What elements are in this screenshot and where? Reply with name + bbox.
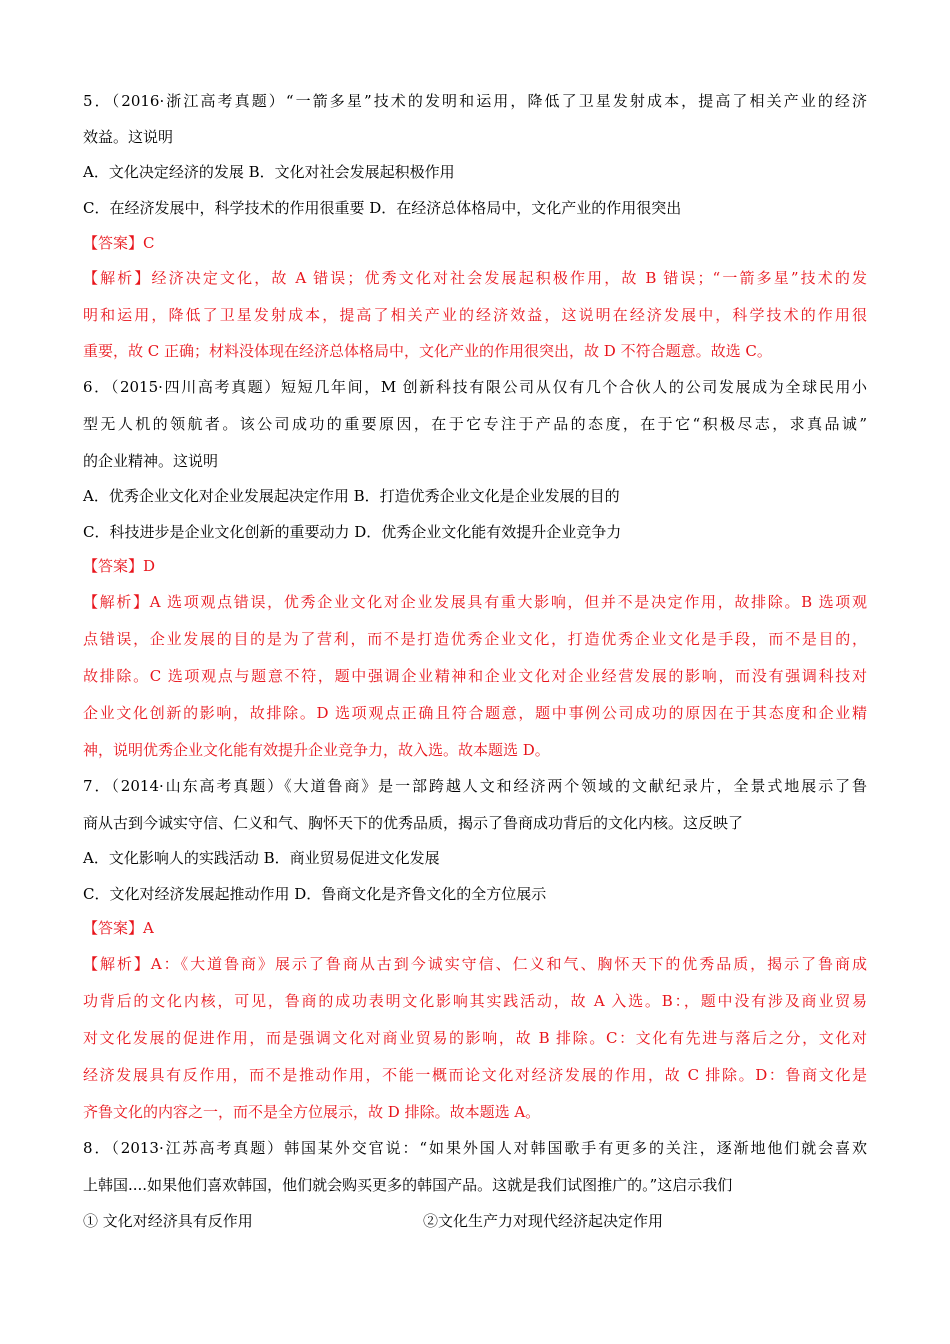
question-5-answer: 【答案】C — [83, 234, 155, 252]
question-5-analysis-line-3: 重要，故 C 正确；材料没体现在经济总体格局中，文化产业的作用很突出，故 D 不符合题意。故选 C。 — [83, 342, 772, 360]
question-6-option-cd: C．科技进步是企业文化创新的重要动力 D．优秀企业文化能有效提升企业竞争力 — [83, 523, 622, 541]
question-8-stem-line-1: 8．（2013·江苏高考真题）韩国某外交官说：“如果外国人对韩国歌手有更多的关注，逐渐地他们就会喜欢 — [83, 1139, 867, 1157]
question-6-analysis-line-5: 神，说明优秀企业文化能有效提升企业竞争力，故入选。故本题选 D。 — [83, 741, 550, 759]
question-5-analysis-line-2: 明和运用，降低了卫星发射成本，提高了相关产业的经济效益，这说明在经济发展中，科学技术的作用很 — [83, 306, 867, 324]
question-7-stem-line-1: 7．（2014·山东高考真题）《大道鲁商》是一部跨越人文和经济两个领域的文献纪录片，全景式地展示了鲁 — [83, 777, 867, 795]
question-5-option-cd: C．在经济发展中，科学技术的作用很重要 D．在经济总体格局中，文化产业的作用很突出 — [83, 199, 682, 217]
question-6-stem-line-1: 6．（2015·四川高考真题）短短几年间，M 创新科技有限公司从仅有几个合伙人的公司发展成为全球民用小 — [83, 378, 867, 396]
question-5-stem-line-2: 效益。这说明 — [83, 128, 174, 146]
question-6-answer: 【答案】D — [83, 557, 156, 575]
question-6-stem-line-3: 的企业精神。这说明 — [83, 452, 219, 470]
question-6-analysis-line-1: 【解析】A 选项观点错误，优秀企业文化对企业发展具有重大影响，但并不是决定作用，故排除。B 选项观 — [83, 593, 867, 611]
question-6-analysis-line-4: 企业文化创新的影响，故排除。D 选项观点正确且符合题意，题中事例公司成功的原因在于其态度和企业精 — [83, 704, 867, 722]
question-8-stem-line-2: 上韩国....如果他们喜欢韩国，他们就会购买更多的韩国产品。这就是我们试图推广的。”这启示我们 — [83, 1176, 733, 1194]
question-7-analysis-line-4: 经济发展具有反作用，而不是推动作用，不能一概而论文化对经济发展的作用，故 C 排除。D：鲁商文化是 — [83, 1066, 867, 1084]
question-6-option-ab: A．优秀企业文化对企业发展起决定作用 B．打造优秀企业文化是企业发展的目的 — [83, 487, 620, 505]
question-8-option-1: ① 文化对经济具有反作用 — [83, 1212, 253, 1230]
question-7-option-cd: C．文化对经济发展起推动作用 D．鲁商文化是齐鲁文化的全方位展示 — [83, 885, 547, 903]
question-6-analysis-line-2: 点错误，企业发展的目的是为了营利，而不是打造优秀企业文化，打造优秀企业文化是手段，而不是目的， — [83, 630, 867, 648]
question-7-answer: 【答案】A — [83, 919, 154, 937]
question-8-options-row — [83, 1211, 867, 1231]
question-5-stem-line-1: 5．（2016·浙江高考真题）“一箭多星”技术的发明和运用，降低了卫星发射成本，提高了相关产业的经济 — [83, 92, 867, 110]
question-8-option-2: ②文化生产力对现代经济起决定作用 — [423, 1212, 664, 1230]
question-7-analysis-line-1: 【解析】A：《大道鲁商》展示了鲁商从古到今诚实守信、仁义和气、胸怀天下的优秀品质，揭示了鲁商成 — [83, 955, 867, 973]
question-7-option-ab: A．文化影响人的实践活动 B．商业贸易促进文化发展 — [83, 849, 440, 867]
question-6-analysis-line-3: 故排除。C 选项观点与题意不符，题中强调企业精神和企业文化对企业经营发展的影响，而没有强调科技对 — [83, 667, 867, 685]
question-5-option-ab: A．文化决定经济的发展 B．文化对社会发展起积极作用 — [83, 163, 455, 181]
question-6-stem-line-2: 型无人机的领航者。该公司成功的重要原因，在于它专注于产品的态度，在于它“积极尽志，求真品诚” — [83, 415, 867, 433]
question-7-analysis-line-3: 对文化发展的促进作用，而是强调文化对商业贸易的影响，故 B 排除。C：文化有先进与落后之分，文化对 — [83, 1029, 867, 1047]
question-7-analysis-line-2: 功背后的文化内核，可见，鲁商的成功表明文化影响其实践活动，故 A 入选。B：，题中没有涉及商业贸易 — [83, 992, 867, 1010]
question-5-analysis-line-1: 【解析】经济决定文化，故 A 错误；优秀文化对社会发展起积极作用，故 B 错误；“一箭多星”技术的发 — [83, 269, 867, 287]
question-7-analysis-line-5: 齐鲁文化的内容之一，而不是全方位展示，故 D 排除。故本题选 A。 — [83, 1103, 541, 1121]
question-7-stem-line-2: 商从古到今诚实守信、仁义和气、胸怀天下的优秀品质，揭示了鲁商成功背后的文化内核。这反映了 — [83, 814, 744, 832]
